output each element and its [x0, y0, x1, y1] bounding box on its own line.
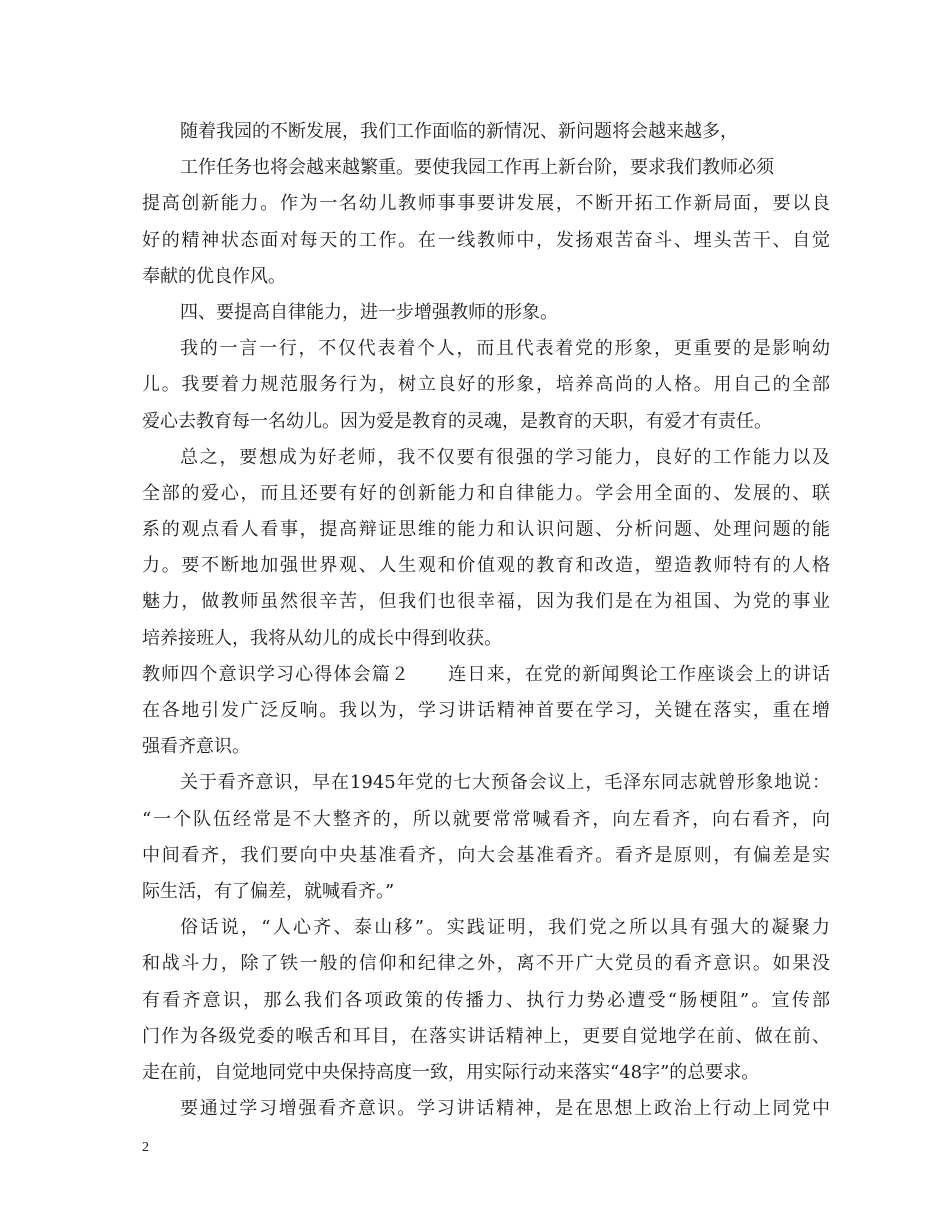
text-line: 四、要提高自律能力，进一步增强教师的形象。: [180, 301, 558, 323]
text-line: 力。要不断地加强世界观、人生观和价值观的教育和改造，塑造教师特有的人格: [142, 555, 830, 577]
text-line: 在各地引发广泛反响。我以为，学习讲话精神首要在学习，关键在落实，重在增: [142, 700, 830, 721]
text-line: 提高创新能力。作为一名幼儿教师事事要讲发展，不断开拓工作新局面，要以良: [142, 193, 830, 215]
text-line: 我的一言一行，不仅代表着个人，而且代表着党的形象，更重要的是影响幼: [180, 338, 830, 360]
page-number: 2: [142, 1140, 149, 1155]
text-line: 系的观点看人看事，提高辩证思维的能力和认识问题、分析问题、处理问题的能: [142, 519, 830, 541]
text-line: 强看齐意识。: [142, 736, 250, 758]
text-line: 全部的爱心，而且还要有好的创新能力和自律能力。学会用全面的、发展的、联: [142, 482, 830, 504]
text-line: 教师四个意识学习心得体会篇２ 连日来，在党的新闻舆论工作座谈会上的讲话: [142, 663, 830, 685]
text-line: 随着我园的不断发展，我们工作面临的新情况、新问题将会越来越多，: [180, 121, 738, 142]
text-line: 俗话说，“人心齐、泰山移”。实践证明，我们党之所以具有强大的凝聚力: [180, 917, 830, 939]
text-line: 走在前，自觉地同党中央保持高度一致，用实际行动来落实“48字”的总要求。: [142, 1061, 760, 1083]
text-line: 儿。我要着力规范服务行为，树立良好的形象，培养高尚的人格。用自己的全部: [142, 374, 830, 396]
text-line: 爱心去教育每一名幼儿。因为爱是教育的灵魂，是教育的天职，有爱才有责任。: [142, 410, 772, 432]
text-line: 和战斗力，除了铁一般的信仰和纪律之外，离不开广大党员的看齐意识。如果没: [142, 953, 830, 975]
text-line: 中间看齐，我们要向中央基准看齐，向大会基准看齐。看齐是原则，有偏差是实: [142, 844, 830, 866]
text-line: “一个队伍经常是不大整齐的，所以就要常常喊看齐，向左看齐，向右看齐，向: [142, 808, 830, 830]
text-line: 有看齐意识，那么我们各项政策的传播力、执行力势必遭受“肠梗阻”。宣传部: [142, 989, 830, 1011]
text-line: 奉献的优良作风。: [142, 265, 286, 287]
text-line: 关于看齐意识，早在1945年党的七大预备会议上，毛泽东同志就曾形象地说：: [180, 772, 830, 794]
text-line: 工作任务也将会越来越繁重。要使我园工作再上新台阶，要求我们教师必须: [180, 157, 774, 179]
text-line: 际生活，有了偏差，就喊看齐。”: [142, 880, 395, 902]
text-line: 魅力，做教师虽然很辛苦，但我们也很幸福，因为我们是在为祖国、为党的事业: [142, 591, 830, 613]
document-body: [142, 114, 830, 1127]
text-line: 好的精神状态面对每天的工作。在一线教师中，发扬艰苦奋斗、埋头苦干、自觉: [142, 229, 830, 251]
text-line: 要通过学习增强看齐意识。学习讲话精神，是在思想上政治上行动上同党中: [180, 1098, 830, 1120]
text-line: 总之，要想成为好老师，我不仅要有很强的学习能力，良好的工作能力以及: [180, 446, 830, 468]
text-line: 门作为各级党委的喉舌和耳目，在落实讲话精神上，更要自觉地学在前、做在前、: [142, 1025, 830, 1047]
text-line: 培养接班人，我将从幼儿的成长中得到收获。: [142, 627, 502, 649]
